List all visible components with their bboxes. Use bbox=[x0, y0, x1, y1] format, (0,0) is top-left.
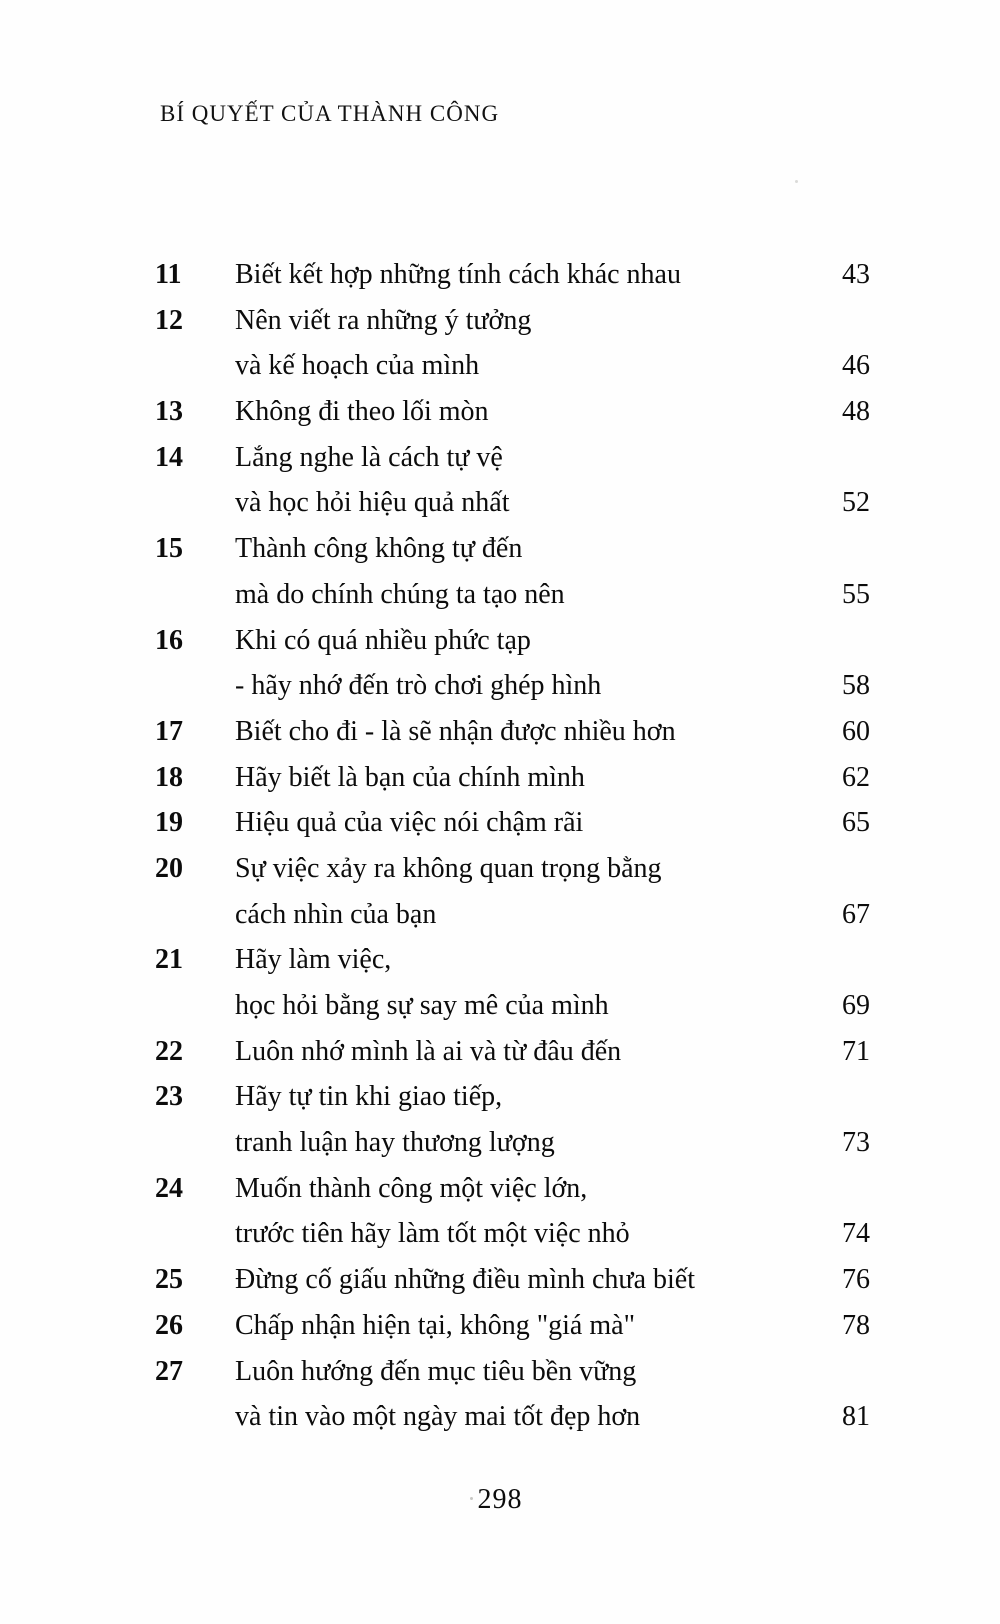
chapter-title: - hãy nhớ đến trò chơi ghép hình bbox=[235, 670, 602, 702]
toc-row bbox=[155, 1074, 870, 1120]
chapter-title: và tin vào một ngày mai tốt đẹp hơn bbox=[235, 1401, 641, 1433]
chapter-number: 24 bbox=[155, 1172, 183, 1204]
page-number: 298 bbox=[477, 1484, 523, 1515]
scan-speck bbox=[470, 1497, 473, 1500]
toc-row bbox=[155, 572, 870, 618]
toc-row bbox=[155, 709, 870, 755]
chapter-number: 14 bbox=[155, 441, 183, 473]
chapter-title: và kế hoạch của mình bbox=[235, 350, 480, 382]
chapter-title: tranh luận hay thương lượng bbox=[235, 1127, 555, 1159]
chapter-title: Luôn nhớ mình là ai và từ đâu đến bbox=[235, 1035, 622, 1067]
chapter-page-number: 69 bbox=[842, 990, 870, 1021]
toc-row bbox=[155, 663, 870, 709]
chapter-title: Hãy làm việc, bbox=[235, 944, 392, 976]
toc-row bbox=[155, 389, 870, 435]
chapter-title: và học hỏi hiệu quả nhất bbox=[235, 487, 510, 519]
chapter-title: Biết kết hợp những tính cách khác nhau bbox=[235, 259, 681, 290]
chapter-title: Hãy biết là bạn của chính mình bbox=[235, 761, 585, 793]
chapter-number: 20 bbox=[155, 852, 183, 884]
chapter-number: 27 bbox=[155, 1355, 183, 1387]
chapter-page-number: 71 bbox=[842, 1035, 870, 1067]
chapter-title: Muốn thành công một việc lớn, bbox=[235, 1172, 588, 1204]
chapter-number: 19 bbox=[155, 807, 183, 839]
chapter-number: 13 bbox=[155, 396, 183, 428]
chapter-number: 23 bbox=[155, 1081, 183, 1113]
chapter-title: Đừng cố giấu những điều mình chưa biết bbox=[235, 1264, 695, 1296]
toc-row bbox=[155, 846, 870, 892]
toc-row bbox=[155, 1166, 870, 1212]
toc-row bbox=[155, 892, 870, 938]
scan-speck bbox=[270, 1418, 273, 1421]
chapter-page-number: 81 bbox=[842, 1401, 870, 1433]
chapter-page-number: 73 bbox=[842, 1127, 870, 1159]
toc-row bbox=[155, 755, 870, 801]
chapter-number: 16 bbox=[155, 624, 183, 656]
chapter-page-number: 76 bbox=[842, 1264, 870, 1296]
chapter-title: Không đi theo lối mòn bbox=[235, 396, 489, 428]
chapter-page-number: 58 bbox=[842, 670, 870, 702]
toc-row bbox=[155, 983, 870, 1029]
toc-list bbox=[155, 252, 870, 1440]
toc-row bbox=[155, 800, 870, 846]
chapter-title: Nên viết ra những ý tưởng bbox=[235, 304, 532, 336]
chapter-page-number: 67 bbox=[842, 898, 870, 930]
chapter-title: Hãy tự tin khi giao tiếp, bbox=[235, 1081, 503, 1113]
toc-row bbox=[155, 526, 870, 572]
toc-row bbox=[155, 343, 870, 389]
toc-row bbox=[155, 298, 870, 344]
chapter-number: 17 bbox=[155, 715, 183, 747]
chapter-page-number: 48 bbox=[842, 396, 870, 428]
chapter-title: Hiệu quả của việc nói chậm rãi bbox=[235, 807, 584, 839]
chapter-title: Thành công không tự đến bbox=[235, 533, 523, 565]
chapter-page-number: 43 bbox=[842, 259, 870, 290]
chapter-title: Khi có quá nhiều phức tạp bbox=[235, 624, 531, 656]
chapter-number: 15 bbox=[155, 533, 183, 565]
chapter-page-number: 65 bbox=[842, 807, 870, 839]
toc-row bbox=[155, 1349, 870, 1395]
chapter-title: Chấp nhận hiện tại, không "giá mà" bbox=[235, 1309, 635, 1341]
chapter-number: 18 bbox=[155, 761, 183, 793]
chapter-number: 25 bbox=[155, 1264, 183, 1296]
chapter-page-number: 52 bbox=[842, 487, 870, 519]
chapter-title: Biết cho đi - là sẽ nhận được nhiều hơn bbox=[235, 715, 676, 747]
running-header: BÍ QUYẾT CỦA THÀNH CÔNG bbox=[160, 101, 500, 126]
chapter-number: 22 bbox=[155, 1035, 183, 1067]
toc-row bbox=[155, 1029, 870, 1075]
chapter-page-number: 55 bbox=[842, 578, 870, 610]
scan-speck bbox=[795, 180, 798, 183]
chapter-title: Luôn hướng đến mục tiêu bền vững bbox=[235, 1355, 637, 1387]
toc-row bbox=[155, 1394, 870, 1440]
toc-row bbox=[155, 1303, 870, 1349]
chapter-title: mà do chính chúng ta tạo nên bbox=[235, 578, 565, 610]
chapter-title: Lắng nghe là cách tự vệ bbox=[235, 441, 503, 473]
chapter-number: 11 bbox=[155, 259, 182, 290]
chapter-page-number: 78 bbox=[842, 1309, 870, 1341]
toc-row bbox=[155, 252, 870, 298]
chapter-page-number: 60 bbox=[842, 715, 870, 747]
chapter-title: học hỏi bằng sự say mê của mình bbox=[235, 990, 609, 1021]
chapter-number: 12 bbox=[155, 304, 183, 336]
chapter-page-number: 62 bbox=[842, 761, 870, 793]
toc-row bbox=[155, 480, 870, 526]
toc-row bbox=[155, 1257, 870, 1303]
chapter-number: 21 bbox=[155, 944, 183, 976]
toc-row bbox=[155, 618, 870, 664]
chapter-number: 26 bbox=[155, 1309, 183, 1341]
chapter-title: Sự việc xảy ra không quan trọng bằng bbox=[235, 852, 662, 884]
chapter-page-number: 74 bbox=[842, 1218, 870, 1250]
chapter-title: cách nhìn của bạn bbox=[235, 898, 437, 930]
toc-row bbox=[155, 937, 870, 983]
toc-row bbox=[155, 1120, 870, 1166]
toc-row bbox=[155, 1211, 870, 1257]
chapter-page-number: 46 bbox=[842, 350, 870, 382]
chapter-title: trước tiên hãy làm tốt một việc nhỏ bbox=[235, 1218, 630, 1250]
toc-row bbox=[155, 435, 870, 481]
